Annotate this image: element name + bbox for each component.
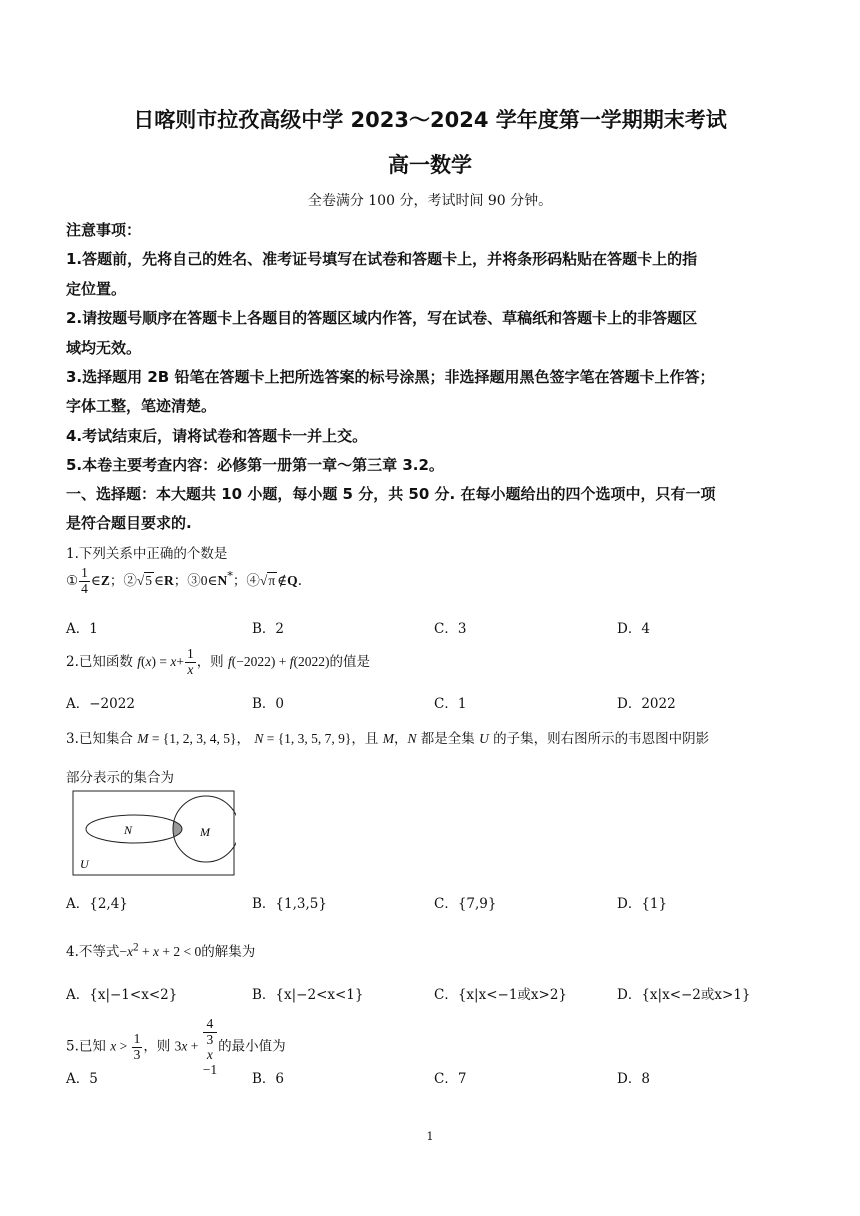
note-5: 5.本卷主要考查内容：必修第一册第一章～第三章 3.2。 [66,456,444,474]
q3-option-d: D．{1} [617,896,668,912]
q1-option-b: B．2 [252,621,285,637]
q1-relations: ① $\frac{1}{4}$ ∈Z；②√5 ∈R；③0∈N*；④√π ∉Q. [66,565,302,596]
q3-option-c: C．{7,9} [434,896,497,912]
section-line-1: 一、选择题：本大题共 10 小题，每小题 5 分，共 50 分. 在每小题给出的四个选项中，只有一项 [66,485,716,503]
venn-label-m: M [200,825,210,839]
q1-stem: 1.下列关系中正确的个数是 [66,546,228,562]
exam-title: 日喀则市拉孜高级中学 2023～2024 学年度第一学期期末考试 [133,108,727,132]
q2-option-b: B．0 [252,696,285,712]
page-number: 1 [426,1130,434,1143]
q4-stem: 4.不等式$-x^2 + x + 2 < 0$的解集为 [66,941,256,960]
q3-stem: 3.已知集合 M = {1, 2, 3, 4, 5}， N = {1, 3, 5, 7, 9}，且 M，N 都是全集 U 的子集，则右图所示的韦恩图中阴影 [66,731,710,747]
q1-option-d: D．4 [617,621,650,637]
note-1a: 1.答题前，先将自己的姓名、准考证号填写在试卷和答题卡上，并将条形码粘贴在答题卡上的指 [66,250,698,268]
q1-option-c: C．3 [434,621,467,637]
q5-option-d: D．8 [617,1071,650,1087]
q2-option-c: C．1 [434,696,467,712]
q2-option-a: A．−2022 [66,696,135,712]
q5-option-c: C．7 [434,1071,467,1087]
note-2a: 2.请按题号顺序在答题卡上各题目的答题区域内作答，写在试卷、草稿纸和答题卡上的非答题区 [66,309,698,327]
note-3b: 字体工整，笔迹清楚。 [66,397,217,415]
q1-option-a: A．1 [66,621,98,637]
q5-option-a: A．5 [66,1071,98,1087]
venn-diagram [72,790,236,876]
note-2b: 域均无效。 [66,339,142,357]
q5-stem: 5.已知 x > $\frac{1}{3}$ ，则 3x + 4 3 x −1 的最小值为 [66,1016,286,1077]
q5-option-b: B．6 [252,1071,285,1087]
venn-set-n [86,815,182,843]
q4-option-d: D．{x|x<−2或x>1} [617,987,751,1003]
note-3a: 3.选择题用 2B 铅笔在答题卡上把所选答案的标号涂黑；非选择题用黑色签字笔在答题卡上作答； [66,368,715,386]
q3-option-b: B．{1,3,5} [252,896,327,912]
note-1b: 定位置。 [66,280,127,298]
section-line-2: 是符合题目要求的. [66,514,192,532]
q2-stem: 2.已知函数 f(x) = x+ $\frac{1}{x}$ ，则 f(−2022) + f(2022)的值是 [66,646,370,677]
venn-label-n: N [124,823,133,837]
q3-stem-line2: 部分表示的集合为 [66,770,174,786]
q4-option-b: B．{x|−2<x<1} [252,987,364,1003]
note-4: 4.考试结束后，请将试卷和答题卡一并上交。 [66,427,368,445]
q4-option-c: C．{x|x<−1或x>2} [434,987,568,1003]
q2-option-d: D．2022 [617,696,676,712]
exam-subject: 高一数学 [388,153,472,177]
q4-option-a: A．{x|−1<x<2} [66,987,178,1003]
exam-info: 全卷满分 100 分，考试时间 90 分钟。 [307,193,553,209]
q3-option-a: A．{2,4} [66,896,128,912]
notes-heading: 注意事项： [66,221,142,239]
venn-label-u: U [80,857,89,871]
